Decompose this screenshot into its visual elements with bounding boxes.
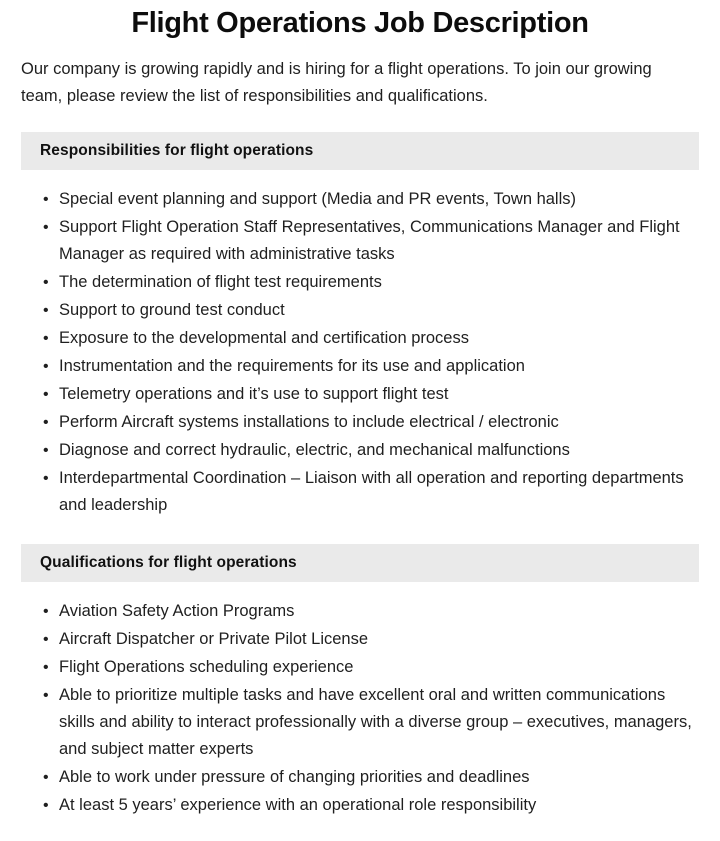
list-item — [21, 381, 699, 408]
section-responsibilities — [21, 132, 699, 519]
list-item-text: At least 5 years’ experience with an operational role responsibility — [59, 796, 537, 814]
section-header-qualifications-label: Qualifications for flight operations — [40, 554, 297, 571]
bullet-icon: • — [43, 358, 49, 375]
bullet-icon: • — [43, 687, 49, 704]
bullet-icon: • — [43, 769, 49, 786]
list-item — [21, 626, 699, 653]
list-item-text: Able to work under pressure of changing priorities and deadlines — [59, 768, 530, 786]
bullet-icon: • — [43, 219, 49, 236]
list-item — [21, 186, 699, 213]
section-qualifications — [21, 544, 699, 819]
list-item — [21, 764, 699, 791]
list-item — [21, 437, 699, 464]
list-item-text: Exposure to the developmental and certification process — [59, 329, 469, 347]
list-item — [21, 325, 699, 352]
bullet-icon: • — [43, 386, 49, 403]
qualifications-list — [21, 598, 699, 819]
list-item-text: Instrumentation and the requirements for its use and application — [59, 357, 525, 375]
list-item-text: Interdepartmental Coordination – Liaison with all operation and reporting departments and leadership — [59, 469, 684, 514]
list-item-text: Special event planning and support (Media and PR events, Town halls) — [59, 190, 577, 208]
intro-paragraph: Our company is growing rapidly and is hiring for a flight operations. To join our growing team, please review the list of responsibilities and qualifications. — [21, 60, 652, 105]
bullet-icon: • — [43, 191, 49, 208]
bullet-icon: • — [43, 470, 49, 487]
list-item — [21, 214, 699, 268]
list-item — [21, 353, 699, 380]
list-item-text: Aircraft Dispatcher or Private Pilot License — [59, 630, 369, 648]
bullet-icon: • — [43, 330, 49, 347]
responsibilities-list — [21, 186, 699, 519]
bullet-icon: • — [43, 797, 49, 814]
list-item-text: Flight Operations scheduling experience — [59, 658, 354, 676]
section-header-responsibilities — [21, 132, 699, 170]
list-item-text: The determination of flight test requirements — [59, 273, 382, 291]
list-item-text: Telemetry operations and it’s use to support flight test — [59, 385, 449, 403]
bullet-icon: • — [43, 414, 49, 431]
section-header-responsibilities-label: Responsibilities for flight operations — [40, 142, 314, 159]
section-header-qualifications — [21, 544, 699, 582]
bullet-icon: • — [43, 274, 49, 291]
list-item — [21, 792, 699, 819]
list-item — [21, 409, 699, 436]
bullet-icon: • — [43, 442, 49, 459]
list-item — [21, 465, 699, 519]
list-item-text: Aviation Safety Action Programs — [59, 602, 295, 620]
list-item — [21, 269, 699, 296]
list-item — [21, 654, 699, 681]
list-item-text: Perform Aircraft systems installations to include electrical / electronic — [59, 413, 559, 431]
bullet-icon: • — [43, 302, 49, 319]
bullet-icon: • — [43, 631, 49, 648]
page-title: Flight Operations Job Description — [131, 7, 589, 39]
list-item — [21, 682, 699, 763]
list-item — [21, 598, 699, 625]
list-item-text: Diagnose and correct hydraulic, electric, and mechanical malfunctions — [59, 441, 570, 459]
list-item-text: Support Flight Operation Staff Representatives, Communications Manager and Flight Manager as required with administrative tasks — [59, 218, 680, 263]
bullet-icon: • — [43, 659, 49, 676]
list-item-text: Able to prioritize multiple tasks and have excellent oral and written communications skills and ability to interact professionally with a diverse group – executives, managers, and subject matter experts — [59, 686, 692, 758]
list-item-text: Support to ground test conduct — [59, 301, 285, 319]
list-item — [21, 297, 699, 324]
bullet-icon: • — [43, 603, 49, 620]
